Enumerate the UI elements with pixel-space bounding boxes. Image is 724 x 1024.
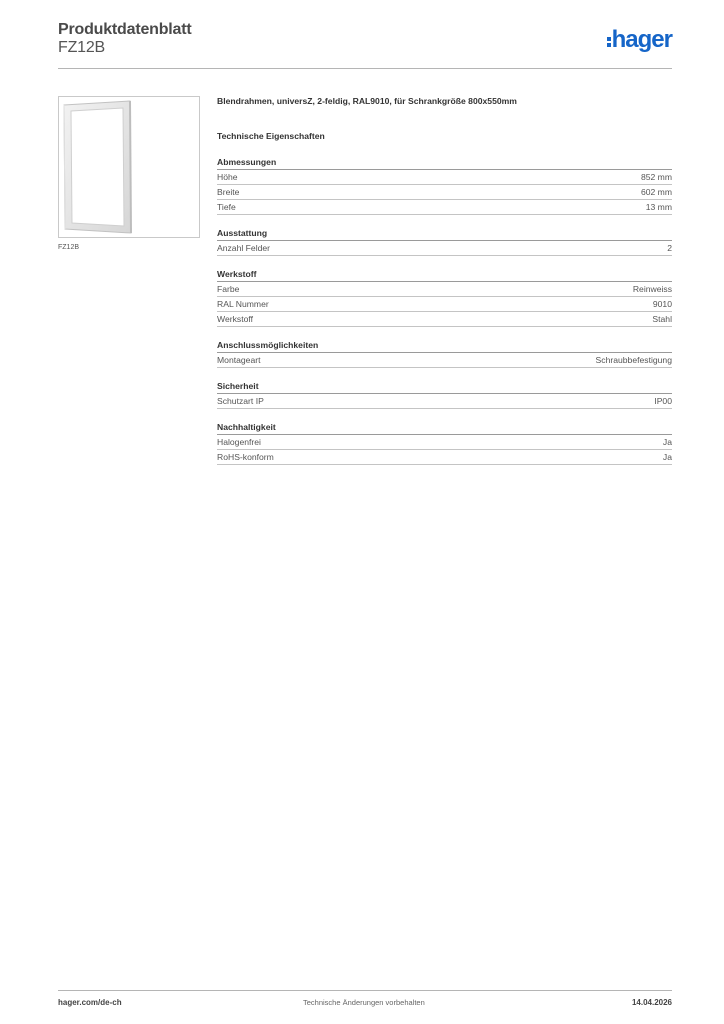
section-title: Abmessungen (217, 156, 672, 170)
spec-row (217, 241, 672, 256)
spec-label: Anzahl Felder (217, 243, 271, 253)
footer-date: 14.04.2026 (631, 998, 672, 1007)
spec-value: 602 mm (640, 187, 672, 197)
section-title: Anschlussmöglichkeiten (217, 339, 672, 353)
spec-row (217, 394, 672, 409)
spec-label: RoHS-konform (217, 452, 274, 462)
spec-value: Reinweiss (632, 284, 672, 294)
spec-label: Breite (217, 187, 240, 197)
spec-value: 2 (667, 243, 672, 253)
spec-label: Halogenfrei (217, 437, 261, 447)
spec-section (217, 421, 672, 465)
product-description: Blendrahmen, universZ, 2-feldig, RAL9010, für Schrankgröße 800x550mm (217, 96, 517, 106)
spec-label: Werkstoff (217, 314, 253, 324)
specifications (217, 95, 672, 465)
spec-value: IP00 (654, 396, 672, 406)
spec-value: Schraubbefestigung (595, 355, 672, 365)
spec-section (217, 227, 672, 256)
spec-row (217, 282, 672, 297)
frame-product-image-icon (59, 97, 199, 237)
page-title: Produktdatenblatt (58, 21, 192, 38)
spec-row (217, 185, 672, 200)
technical-properties-heading: Technische Eigenschaften (217, 131, 325, 141)
spec-row (217, 170, 672, 185)
spec-row (217, 297, 672, 312)
spec-label: Höhe (217, 172, 238, 182)
footer-disclaimer: Technische Änderungen vorbehalten (303, 998, 425, 1007)
spec-row (217, 312, 672, 327)
spec-label: Tiefe (217, 202, 236, 212)
product-image (58, 96, 200, 238)
spec-label: Farbe (217, 284, 240, 294)
spec-row (217, 450, 672, 465)
spec-value: 9010 (652, 299, 672, 309)
spec-row (217, 200, 672, 215)
image-caption: FZ12B (58, 244, 80, 251)
logo-text: hager (611, 26, 672, 53)
footer-website-link[interactable]: hager.com/de-ch (58, 998, 122, 1007)
spec-section (217, 156, 672, 215)
spec-section (217, 339, 672, 368)
section-title: Ausstattung (217, 227, 672, 241)
spec-value: 13 mm (645, 202, 672, 212)
spec-value: Ja (662, 437, 672, 447)
spec-section (217, 268, 672, 327)
spec-label: RAL Nummer (217, 299, 269, 309)
product-number: FZ12B (58, 39, 106, 56)
spec-label: Montageart (217, 355, 261, 365)
logo-dots-icon (607, 37, 611, 47)
spec-row (217, 353, 672, 368)
section-title: Nachhaltigkeit (217, 421, 672, 435)
spec-section (217, 380, 672, 409)
spec-value: 852 mm (640, 172, 672, 182)
spec-value: Ja (662, 452, 672, 462)
hager-logo[interactable] (607, 28, 672, 52)
header-divider (58, 68, 672, 69)
footer-divider (58, 990, 672, 991)
spec-sections (217, 156, 672, 465)
spec-value: Stahl (652, 314, 672, 324)
spec-label: Schutzart IP (217, 396, 264, 406)
section-title: Sicherheit (217, 380, 672, 394)
spec-row (217, 435, 672, 450)
section-title: Werkstoff (217, 268, 672, 282)
